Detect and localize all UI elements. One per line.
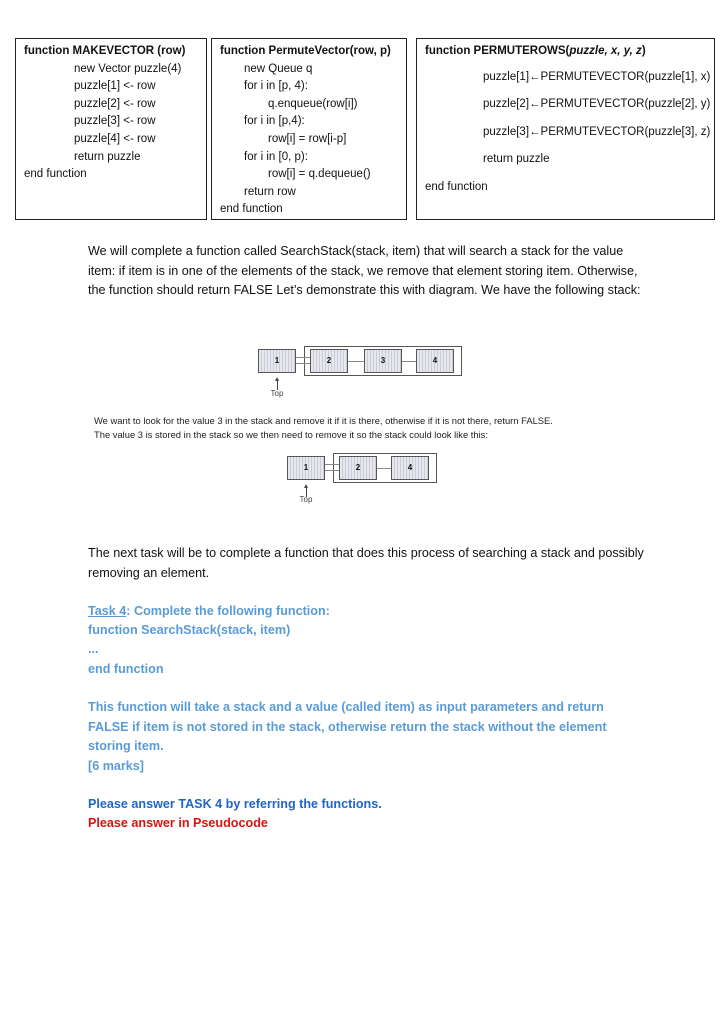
stack-cell: 4 <box>391 456 429 480</box>
end-function-line: end function <box>24 168 87 181</box>
pseudocode-note: Please answer in Pseudocode <box>88 816 268 830</box>
stack-link <box>325 470 339 471</box>
stack-link <box>325 464 339 465</box>
task-ellipsis: ... <box>88 642 99 656</box>
stack-cell: 1 <box>287 456 325 480</box>
explain-line-1: We want to look for the value 3 in the stack and remove it if it is there, otherwise if it is not there, return FALSE. <box>94 415 553 426</box>
top-label: Top <box>270 389 284 398</box>
task-label: Task 4 <box>88 604 127 618</box>
stack-cell: 3 <box>364 349 402 373</box>
stack-diagram-before <box>258 349 468 399</box>
code-line: return puzzle <box>483 153 550 166</box>
task-title: Task 4: Complete the following function: <box>88 604 330 618</box>
code-line: return row <box>244 185 296 198</box>
code-line: new Queue q <box>244 62 313 75</box>
code-line: new Vector puzzle(4) <box>74 62 182 75</box>
code-line: puzzle[4] <- row <box>74 132 156 145</box>
code-line: row[i] = row[i-p] <box>268 132 347 145</box>
code-line: puzzle[2] <- row <box>74 97 156 110</box>
stack-link <box>296 357 310 358</box>
next-task-paragraph: The next task will be to complete a function that does this process of searching a stack and possibly removing an element. <box>88 546 644 580</box>
code-line: return puzzle <box>74 150 141 163</box>
code-line: puzzle[1] <- row <box>74 80 156 93</box>
permuterows-box <box>416 38 715 220</box>
stack-cell: 1 <box>258 349 296 373</box>
stack-cell: 2 <box>339 456 377 480</box>
permutevector-box <box>211 38 407 220</box>
top-label: Top <box>299 495 313 504</box>
permutevector-header: function PermuteVector(row, p) <box>220 45 391 57</box>
stack-link <box>348 361 364 362</box>
end-function-line: end function <box>220 203 283 216</box>
makevector-box <box>15 38 207 220</box>
intro-paragraph: We will complete a function called SearchStack(stack, item) that will search a stack for the value item: if item is in one of the elements of the stack, we remove that element storing item. Otherwise, the function should return FALSE Let’s demonstrate this with diagram. We have the following stack: <box>88 244 641 297</box>
permuterows-header: function PERMUTEROWS(puzzle, x, y, z) <box>425 45 646 57</box>
code-line: puzzle[1]←PERMUTEVECTOR(puzzle[1], x) <box>483 70 711 83</box>
code-line: for i in [0, p): <box>244 150 308 163</box>
stack-diagram-after <box>287 456 447 506</box>
stack-link <box>402 361 416 362</box>
answer-note: Please answer TASK 4 by referring the functions. <box>88 797 382 811</box>
makevector-header: function MAKEVECTOR (row) <box>24 45 186 57</box>
code-line: for i in [p,4): <box>244 115 305 128</box>
end-function-line: end function <box>425 180 488 193</box>
stack-cell: 2 <box>310 349 348 373</box>
task-description: This function will take a stack and a value (called item) as input parameters and return FALSE if item is not stored in the stack, otherwise return the stack without the element storing item. <box>88 700 607 753</box>
code-line: q.enqueue(row[i]) <box>268 97 358 110</box>
code-line: puzzle[2]←PERMUTEVECTOR(puzzle[2], y) <box>483 98 711 111</box>
task-end: end function <box>88 662 164 676</box>
code-line: puzzle[3]←PERMUTEVECTOR(puzzle[3], z) <box>483 125 711 138</box>
code-line: puzzle[3] <- row <box>74 115 156 128</box>
stack-link <box>296 363 310 364</box>
explain-line-2: The value 3 is stored in the stack so we then need to remove it so the stack could look like this: <box>94 429 488 440</box>
task-signature: function SearchStack(stack, item) <box>88 623 291 637</box>
stack-cell: 4 <box>416 349 454 373</box>
task-marks: [6 marks] <box>88 759 145 773</box>
code-line: row[i] = q.dequeue() <box>268 168 371 181</box>
code-line: for i in [p, 4): <box>244 80 308 93</box>
stack-link <box>377 468 391 469</box>
